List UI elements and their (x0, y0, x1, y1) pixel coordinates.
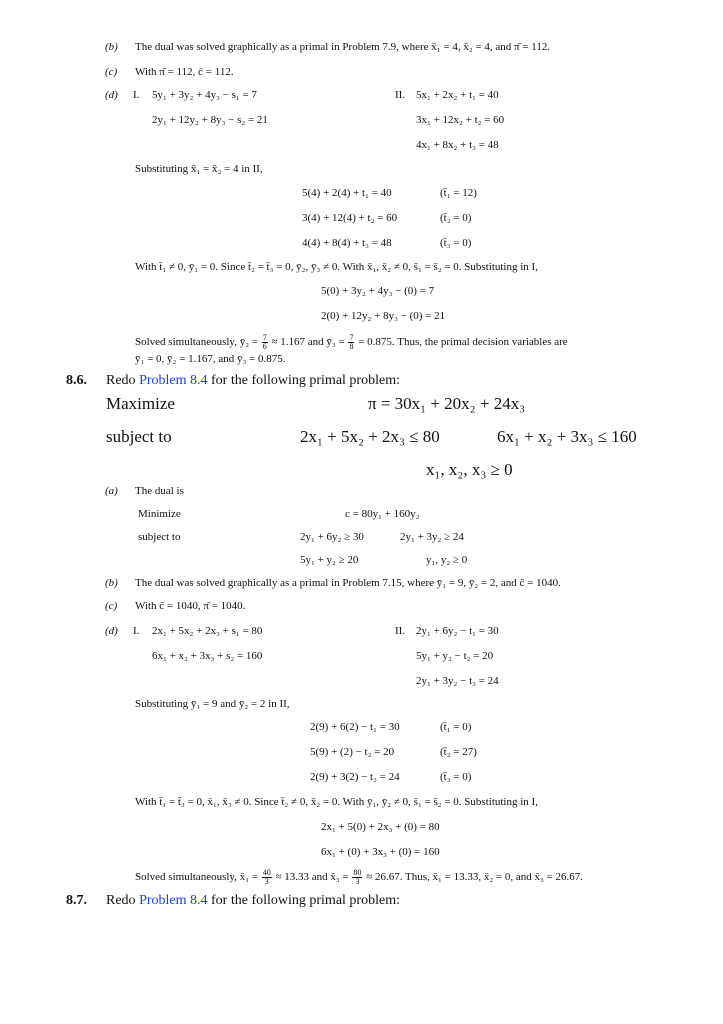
solution-line-2: ȳ₁ = 0, ȳ₂ = 1.167, and ȳ₃ = 0.875. (135, 353, 286, 365)
dual-constraint-3: 5y₁ + y₂ ≥ 20 (300, 554, 359, 566)
sub-row-3-eq: 4(4) + 8(4) + t₃ = 48 (302, 237, 392, 249)
dual-non-negativity: y₁, y₂ ≥ 0 (426, 554, 468, 566)
sub2-eq1: 5(0) + 3y₂ + 4y₃ − (0) = 7 (321, 285, 435, 297)
substituting-text: Substituting x̄₁ = x̄₂ = 4 in II, (135, 163, 263, 175)
part-b-text: The dual was solved graphically as a primal in Problem 7.15, where ȳ₁ = 9, ȳ₂ = 2, and c̄ = 1040. (135, 577, 561, 589)
sub-row-2-result: (t̄₂ = 27) (440, 746, 477, 758)
objective-function: π = 30x₁ + 20x₂ + 24x₃ (368, 394, 526, 413)
part-a-text: The dual is (135, 485, 184, 497)
system-I-label: I. (133, 625, 140, 637)
complementary-slackness-text: With t̄₁ ≠ 0, ȳ₁ = 0. Since t̄₂ = t̄₃ = 0, ȳ₂, ȳ₃ ≠ 0. With x̄₁, x̄₂ ≠ 0, s̄₁ = s̄₂ = 0. Substituting in I, (135, 261, 538, 273)
problem-8-6-number: 8.6. (66, 373, 87, 388)
sub-row-2-eq: 5(9) + (2) − t₂ = 20 (310, 746, 395, 758)
part-b-text: The dual was solved graphically as a primal in Problem 7.9, where x̄₁ = 4, x̄₂ = 4, and π̄ = 112. (135, 41, 551, 53)
system-II-eq3: 4x₁ + 8x₂ + t₃ = 48 (416, 139, 499, 151)
sub-row-3-eq: 2(9) + 3(2) − t₃ = 24 (310, 771, 400, 783)
system-II-eq2: 3x₁ + 12x₂ + t₂ = 60 (416, 114, 505, 126)
part-d-label: (d) (105, 625, 118, 637)
sub-row-1-eq: 2(9) + 6(2) − t₁ = 30 (310, 721, 400, 733)
part-b-label: (b) (105, 41, 118, 53)
part-b-label: (b) (105, 577, 118, 589)
sub-row-2-eq: 3(4) + 12(4) + t₂ = 60 (302, 212, 398, 224)
solution-line: Solved simultaneously, x̄₁ = $\frac{40}{3}$ ≈ 13.33 and x̄₃ = $\frac{80}{3}$ ≈ 26.67. Thus, x̄₁ = 13.33, x̄₂ = 0, and x̄₃ = 26.67. (135, 868, 584, 886)
part-d-label: (d) (105, 89, 118, 101)
problem-8-7-number: 8.7. (66, 893, 87, 908)
dual-constraint-1: 2y₁ + 6y₂ ≥ 30 (300, 531, 364, 543)
part-c-text: With π̄ = 112, c̄ = 112. (135, 66, 234, 78)
sub-row-2-result: (t̄₂ = 0) (440, 212, 472, 224)
system-II-label: II. (395, 625, 406, 637)
sub-row-1-result: (t̄₁ = 12) (440, 187, 477, 199)
system-II-eq2: 5y₁ + y₂ − t₂ = 20 (416, 650, 494, 662)
problem-8-4-link[interactable]: Problem 8.4 (139, 373, 208, 388)
constraint-1: 2x₁ + 5x₂ + 2x₃ ≤ 80 (300, 427, 440, 446)
sub-row-3-result: (t̄₃ = 0) (440, 771, 472, 783)
problem-8-4-link[interactable]: Problem 8.4 (139, 893, 208, 908)
complementary-slackness-text: With t̄₁ = t̄₃ = 0, x̄₁, x̄₃ ≠ 0. Since t̄₂ ≠ 0, x̄₂ = 0. With ȳ₁, ȳ₂ ≠ 0, s̄₁ = s̄₂ = 0. Substituting in I, (135, 796, 538, 808)
problem-8-6-intro: Redo Problem 8.4 for the following primal problem: (106, 373, 400, 388)
sub2-eq1: 2x₁ + 5(0) + 2x₃ + (0) = 80 (321, 821, 440, 833)
maximize-label: Maximize (106, 394, 175, 413)
system-I-eq2: 2y₁ + 12y₂ + 8y₃ − s₂ = 21 (152, 114, 268, 126)
system-I-eq2: 6x₁ + x₂ + 3x₃ + s₂ = 160 (152, 650, 263, 662)
subject-to-label: subject to (106, 427, 172, 446)
system-II-eq1: 5x₁ + 2x₂ + t₁ = 40 (416, 89, 499, 101)
part-c-label: (c) (105, 600, 118, 612)
substituting-text: Substituting ȳ₁ = 9 and ȳ₂ = 2 in II, (135, 698, 290, 710)
sub-row-1-eq: 5(4) + 2(4) + t₁ = 40 (302, 187, 392, 199)
sub-row-1-result: (t̄₁ = 0) (440, 721, 472, 733)
system-II-label: II. (395, 89, 406, 101)
sub-row-3-result: (t̄₃ = 0) (440, 237, 472, 249)
system-I-eq1: 2x₁ + 5x₂ + 2x₃ + s₁ = 80 (152, 625, 263, 637)
system-I-label: I. (133, 89, 140, 101)
sub2-eq2: 6x₁ + (0) + 3x₃ + (0) = 160 (321, 846, 440, 858)
part-c-label: (c) (105, 66, 118, 78)
fraction: $\frac{80}{3}$ (353, 868, 362, 886)
minimize-label: Minimize (138, 508, 181, 520)
fraction: $\frac{40}{3}$ (262, 868, 271, 886)
sub2-eq2: 2(0) + 12y₂ + 8y₃ − (0) = 21 (321, 310, 446, 322)
fraction: $\frac{7}{8}$ (349, 333, 354, 351)
system-I-eq1: 5y₁ + 3y₂ + 4y₃ − s₁ = 7 (152, 89, 257, 101)
part-c-text: With c̄ = 1040, π̄ = 1040. (135, 600, 246, 612)
part-a-label: (a) (105, 485, 118, 497)
system-II-eq1: 2y₁ + 6y₂ − t₁ = 30 (416, 625, 499, 637)
dual-constraint-2: 2y₁ + 3y₂ ≥ 24 (400, 531, 464, 543)
dual-subject-to: subject to (138, 531, 181, 543)
constraint-2: 6x₁ + x₂ + 3x₃ ≤ 160 (497, 427, 637, 446)
system-II-eq3: 2y₁ + 3y₂ − t₃ = 24 (416, 675, 499, 687)
fraction: $\frac{7}{6}$ (262, 333, 267, 351)
problem-8-7-intro: Redo Problem 8.4 for the following primal problem: (106, 893, 400, 908)
non-negativity: x₁, x₂, x₃ ≥ 0 (426, 460, 513, 479)
solution-line-1: Solved simultaneously, ȳ₂ = $\frac{7}{6}$ ≈ 1.167 and ȳ₃ = $\frac{7}{8}$ = 0.875. Thus, the primal decision variables are (135, 333, 568, 351)
dual-objective: c = 80y₁ + 160y₂ (345, 508, 420, 520)
